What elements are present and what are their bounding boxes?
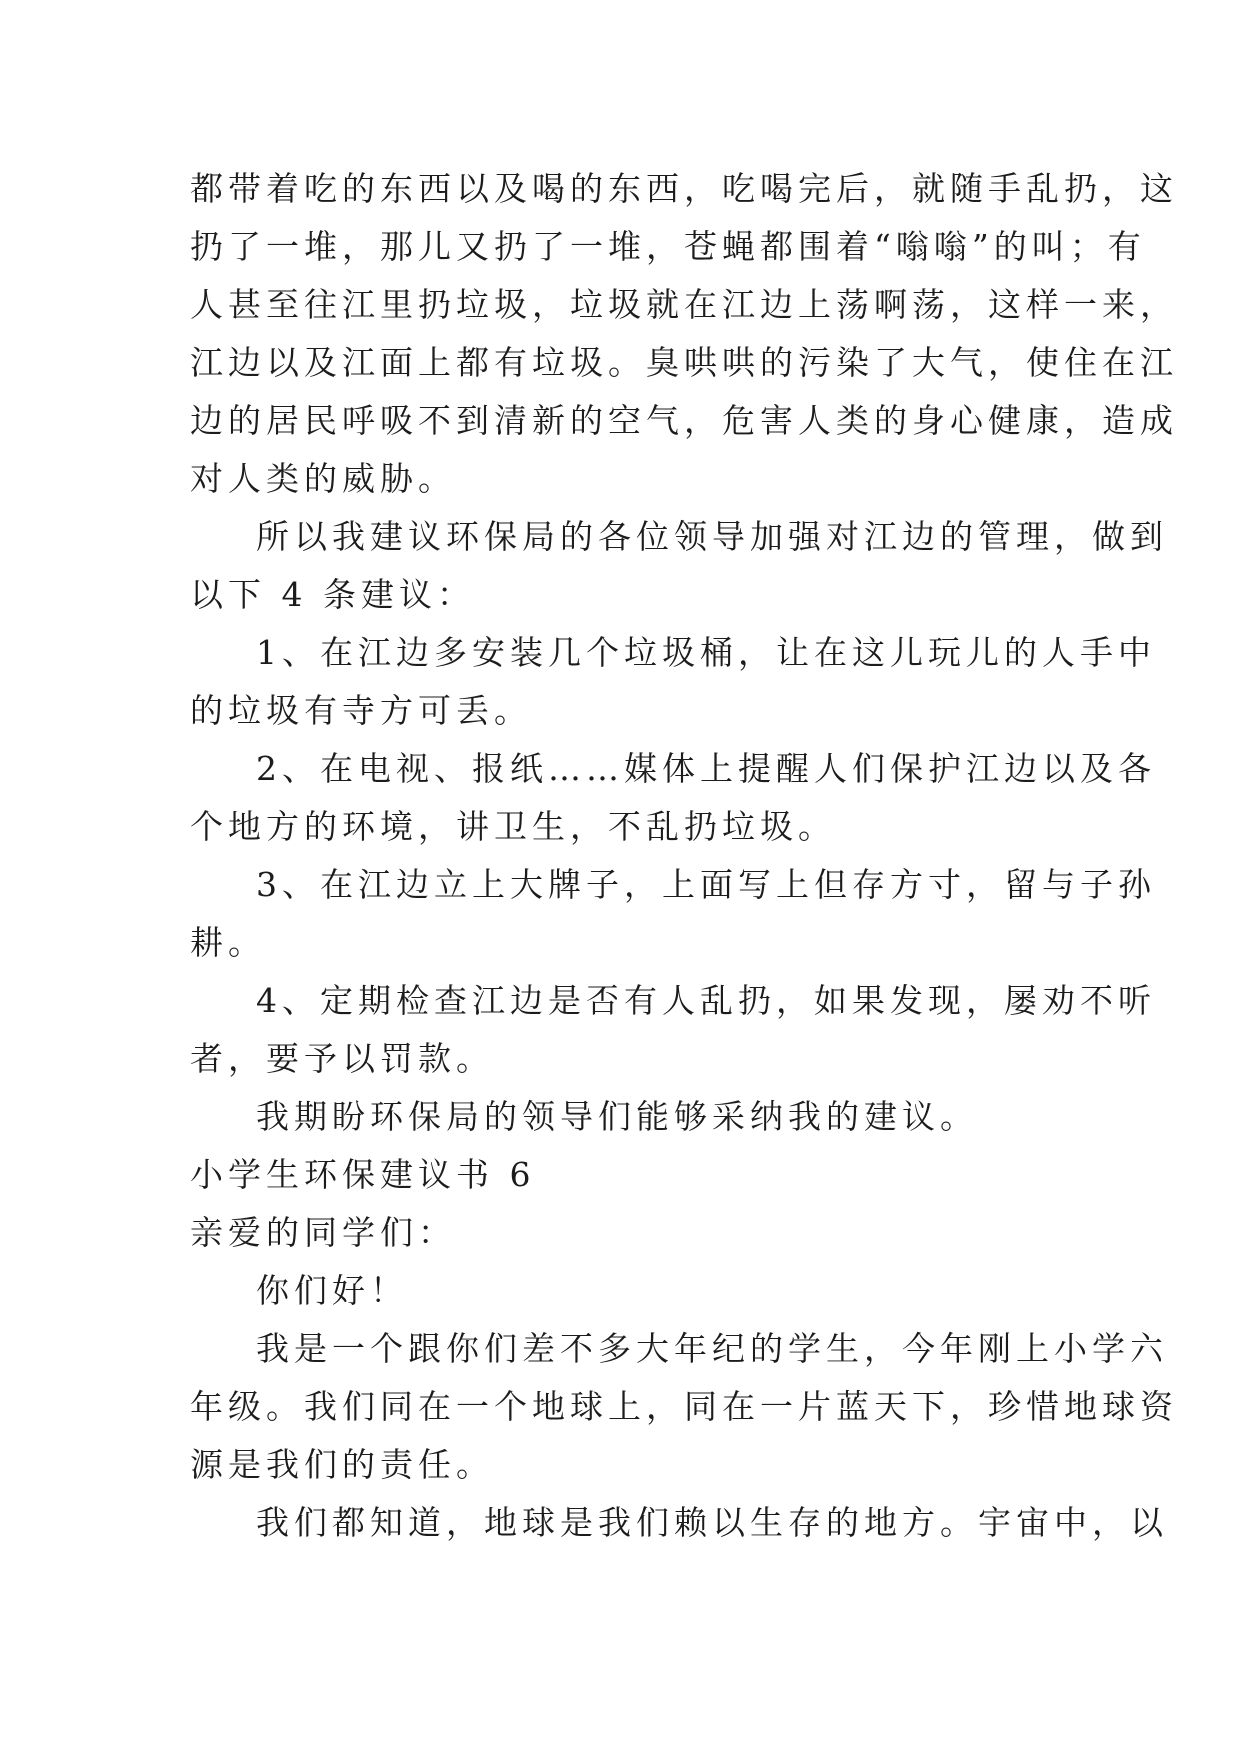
text-line: 扔了一堆，那儿又扔了一堆，苍蝇都围着“嗡嗡”的叫；有 (190, 227, 1146, 266)
section-heading: 小学生环保建议书 6 (190, 1155, 536, 1194)
salutation: 亲爱的同学们： (190, 1213, 456, 1252)
paragraph-start: 我们都知道，地球是我们赖以生存的地方。宇宙中，以 (256, 1503, 1168, 1542)
suggestion-item-3: 3、在江边立上大牌子，上面写上但存方寸，留与子孙 (256, 865, 1156, 904)
paragraph-start: 所以我建议环保局的各位领导加强对江边的管理，做到 (256, 517, 1168, 556)
text-line: 年级。我们同在一个地球上，同在一片蓝天下，珍惜地球资 (190, 1387, 1178, 1426)
text-line: 江边以及江面上都有垃圾。臭哄哄的污染了大气，使住在江 (190, 343, 1178, 382)
text-line: 边的居民呼吸不到清新的空气，危害人类的身心健康，造成 (190, 401, 1178, 440)
text-line: 者，要予以罚款。 (190, 1039, 494, 1078)
paragraph-start: 我是一个跟你们差不多大年纪的学生，今年刚上小学六 (256, 1329, 1168, 1368)
text-line: 对人类的威胁。 (190, 459, 456, 498)
text-line: 都带着吃的东西以及喝的东西，吃喝完后，就随手乱扔，这 (190, 169, 1178, 208)
document-body (190, 160, 1178, 1552)
suggestion-item-4: 4、定期检查江边是否有人乱扔，如果发现，屡劝不听 (256, 981, 1156, 1020)
text-line: 个地方的环境，讲卫生，不乱扔垃圾。 (190, 807, 836, 846)
suggestion-item-2: 2、在电视、报纸……媒体上提醒人们保护江边以及各 (256, 749, 1156, 788)
text-line: 人甚至往江里扔垃圾，垃圾就在江边上荡啊荡，这样一来， (190, 285, 1178, 324)
text-line: 以下 4 条建议： (190, 575, 475, 614)
suggestion-item-1: 1、在江边多安装几个垃圾桶，让在这儿玩儿的人手中 (256, 633, 1156, 672)
closing-paragraph: 我期盼环保局的领导们能够采纳我的建议。 (256, 1097, 978, 1136)
text-line: 的垃圾有寺方可丢。 (190, 691, 532, 730)
greeting: 你们好！ (256, 1271, 408, 1310)
text-line: 源是我们的责任。 (190, 1445, 494, 1484)
text-line: 耕。 (190, 923, 266, 962)
